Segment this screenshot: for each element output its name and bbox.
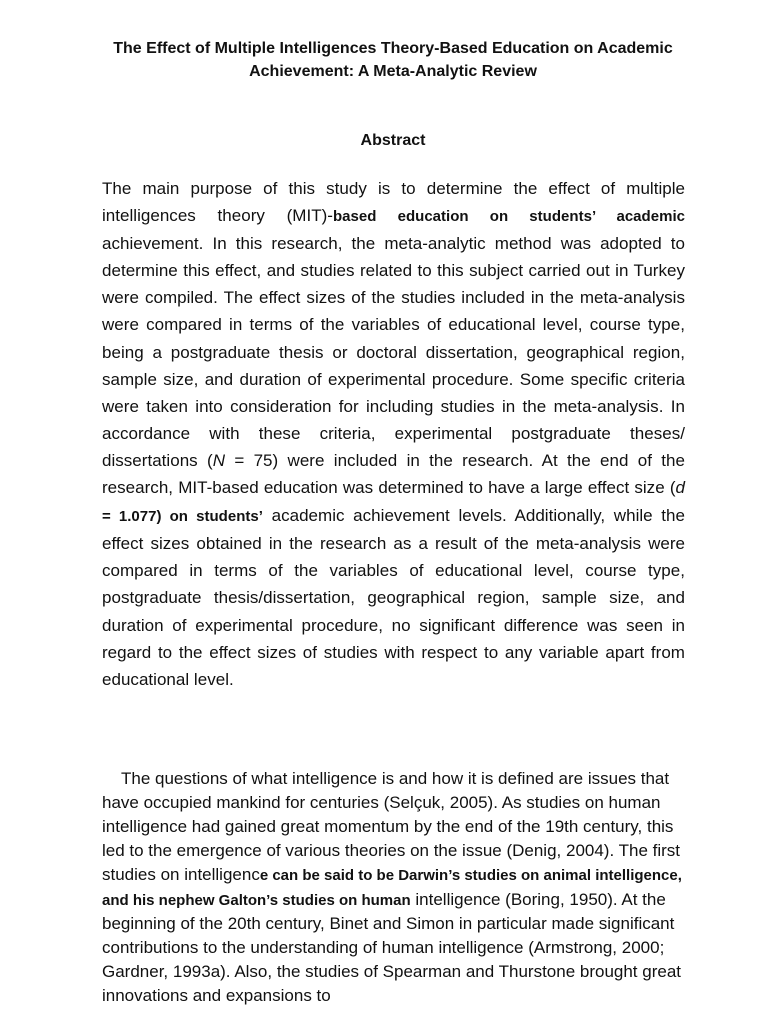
abstract-paragraph	[102, 175, 685, 693]
abstract-text-3: = 75) were included in the research. At the end of the research, MIT-based education was determined to have a large effect size (	[102, 450, 686, 498]
effect-size-value: = 1.077) on students’	[102, 508, 263, 526]
effect-size-symbol: d	[675, 478, 685, 498]
abstract-text-2: achievement. In this research, the meta-analytic method was adopted to determine this effect, and studies related to this subject carried out in Turkey were compiled. The effect sizes of the studies included in the meta-analysis were compared in terms of the variables of educational level, course type, being a postgraduate thesis or doctoral dissertation, geographical region, sample size, and duration of experimental procedure. Some specific criteria were taken into consideration for including studies in the meta-analysis. In accordance with these criteria, experimental postgraduate theses/ dissertations (	[102, 234, 685, 470]
sample-size-symbol: N	[212, 450, 225, 470]
intro-text-bold: e can be said to be Darwin’s studies on animal intelligence, and his nephew Galton’s studies on human	[102, 866, 682, 909]
intro-text-1: The questions of what intelligence is and how it is defined are issues that have occupied mankind for centuries (Selçuk, 2005). As studies on human intelligence had gained great momentum by the end of the 19th century, this led to the emergence of various theories on the issue (Denig, 2004). The first studies on intelligenc	[102, 769, 681, 884]
abstract-text-bold-1: based education on students’ academic	[332, 208, 685, 226]
introduction-paragraph	[102, 767, 686, 1008]
abstract-text-1: The main purpose of this study is to determine the effect of multiple intelligences theory (MIT)-	[102, 179, 685, 226]
abstract-heading: Abstract	[360, 132, 426, 149]
paper-title: The Effect of Multiple Intelligences Theory-Based Education on Academic Achievement: A Meta-Analytic Review	[113, 40, 673, 80]
abstract-text-4: academic achievement levels. Additionally, while the effect sizes obtained in the research as a result of the meta-analysis were compared in terms of the variables of educational level, course type, postgraduate thesis/dissertation, geographical region, sample size, and duration of experimental procedure, no significant difference was seen in regard to the effect sizes of studies with respect to any variable apart from educational level.	[102, 506, 685, 689]
intro-text-2: intelligence (Boring, 1950). At the beginning of the 20th century, Binet and Simon in particular made significant contributions to the understanding of human intelligence (Armstrong, 2000; Gardner, 1993a). Also, the studies of Spearman and Thurstone brought great innovations and expansions to	[102, 889, 682, 1006]
